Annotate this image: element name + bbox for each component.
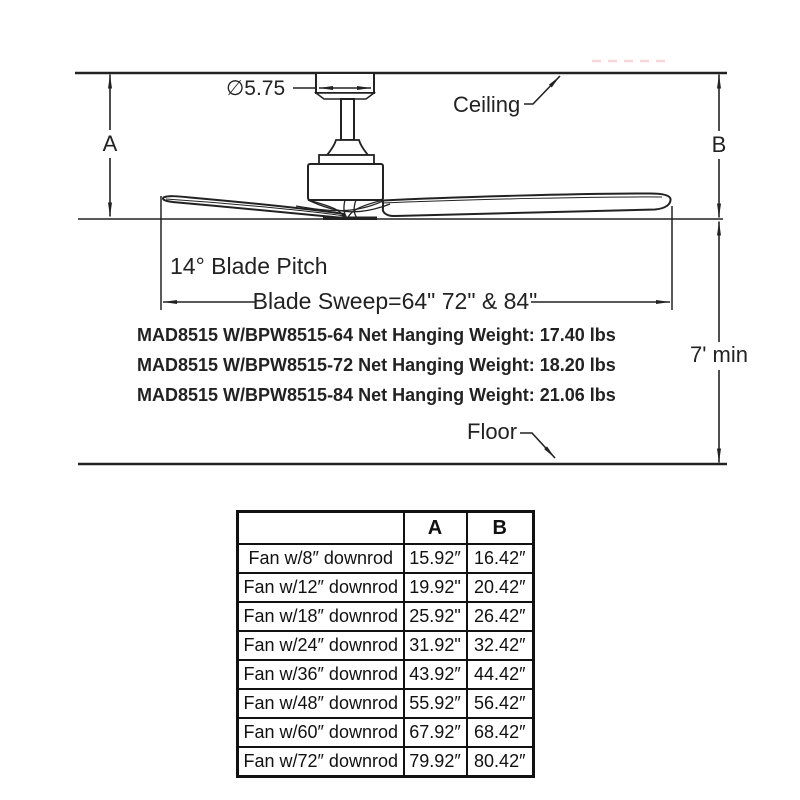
- table-row: [238, 689, 534, 718]
- dim-a-label: A: [102, 131, 118, 156]
- ceiling-leader-line: [524, 76, 560, 104]
- value-a: 79.92″: [404, 747, 467, 777]
- fan-flange: [319, 155, 374, 164]
- min-height-label: 7' min: [690, 342, 748, 367]
- header-blank-cell: [238, 512, 404, 545]
- row-label: Fan w/60″ downrod: [238, 718, 404, 747]
- table-row: [238, 573, 534, 602]
- floor-leader-line: [520, 433, 555, 458]
- fan-downrod: [341, 99, 354, 140]
- table-row: [238, 747, 534, 777]
- blade-pitch-label: 14° Blade Pitch: [170, 253, 328, 279]
- value-a: 15.92″: [404, 544, 467, 573]
- value-a: 25.92": [404, 602, 467, 631]
- value-b: 44.42″: [467, 660, 534, 689]
- fan-hub-base: [323, 217, 377, 221]
- table-row: [238, 602, 534, 631]
- value-b: 26.42″: [467, 602, 534, 631]
- dim-b-label: B: [711, 132, 727, 157]
- fan-motor-housing: [308, 164, 383, 200]
- fan-canopy: [316, 73, 374, 93]
- table-row: [238, 631, 534, 660]
- blade-sweep-label: Blade Sweep=64" 72" & 84": [252, 288, 538, 314]
- value-a: 19.92": [404, 573, 467, 602]
- table-row: [238, 718, 534, 747]
- value-a: 67.92″: [404, 718, 467, 747]
- row-label: Fan w/36″ downrod: [238, 660, 404, 689]
- value-b: 56.42″: [467, 689, 534, 718]
- value-b: 32.42″: [467, 631, 534, 660]
- value-a: 55.92″: [404, 689, 467, 718]
- diameter-label: ∅5.75: [226, 77, 286, 100]
- row-label: Fan w/72″ downrod: [238, 747, 404, 777]
- row-label: Fan w/24″ downrod: [238, 631, 404, 660]
- row-label: Fan w/12″ downrod: [238, 573, 404, 602]
- row-label: Fan w/8″ downrod: [238, 544, 404, 573]
- weight-note-84: MAD8515 W/BPW8515-84 Net Hanging Weight: 21.06 lbs: [137, 385, 616, 405]
- ceiling-label: Ceiling: [453, 92, 521, 117]
- table-header-row: [238, 512, 534, 545]
- table-row: [238, 660, 534, 689]
- header-col-a: A: [404, 512, 467, 545]
- value-b: 16.42″: [467, 544, 534, 573]
- row-label: Fan w/48″ downrod: [238, 689, 404, 718]
- header-col-b: B: [467, 512, 534, 545]
- table-row: [238, 544, 534, 573]
- value-b: 80.42″: [467, 747, 534, 777]
- weight-note-64: MAD8515 W/BPW8515-64 Net Hanging Weight: 17.40 lbs: [137, 325, 616, 345]
- fan-coupling: [327, 140, 368, 155]
- row-label: Fan w/18″ downrod: [238, 602, 404, 631]
- value-a: 31.92": [404, 631, 467, 660]
- value-a: 43.92″: [404, 660, 467, 689]
- value-b: 68.42″: [467, 718, 534, 747]
- floor-label: Floor: [467, 419, 518, 444]
- weight-note-72: MAD8515 W/BPW8515-72 Net Hanging Weight: 18.20 lbs: [137, 355, 616, 375]
- value-b: 20.42″: [467, 573, 534, 602]
- downrod-dimension-table: [236, 510, 535, 778]
